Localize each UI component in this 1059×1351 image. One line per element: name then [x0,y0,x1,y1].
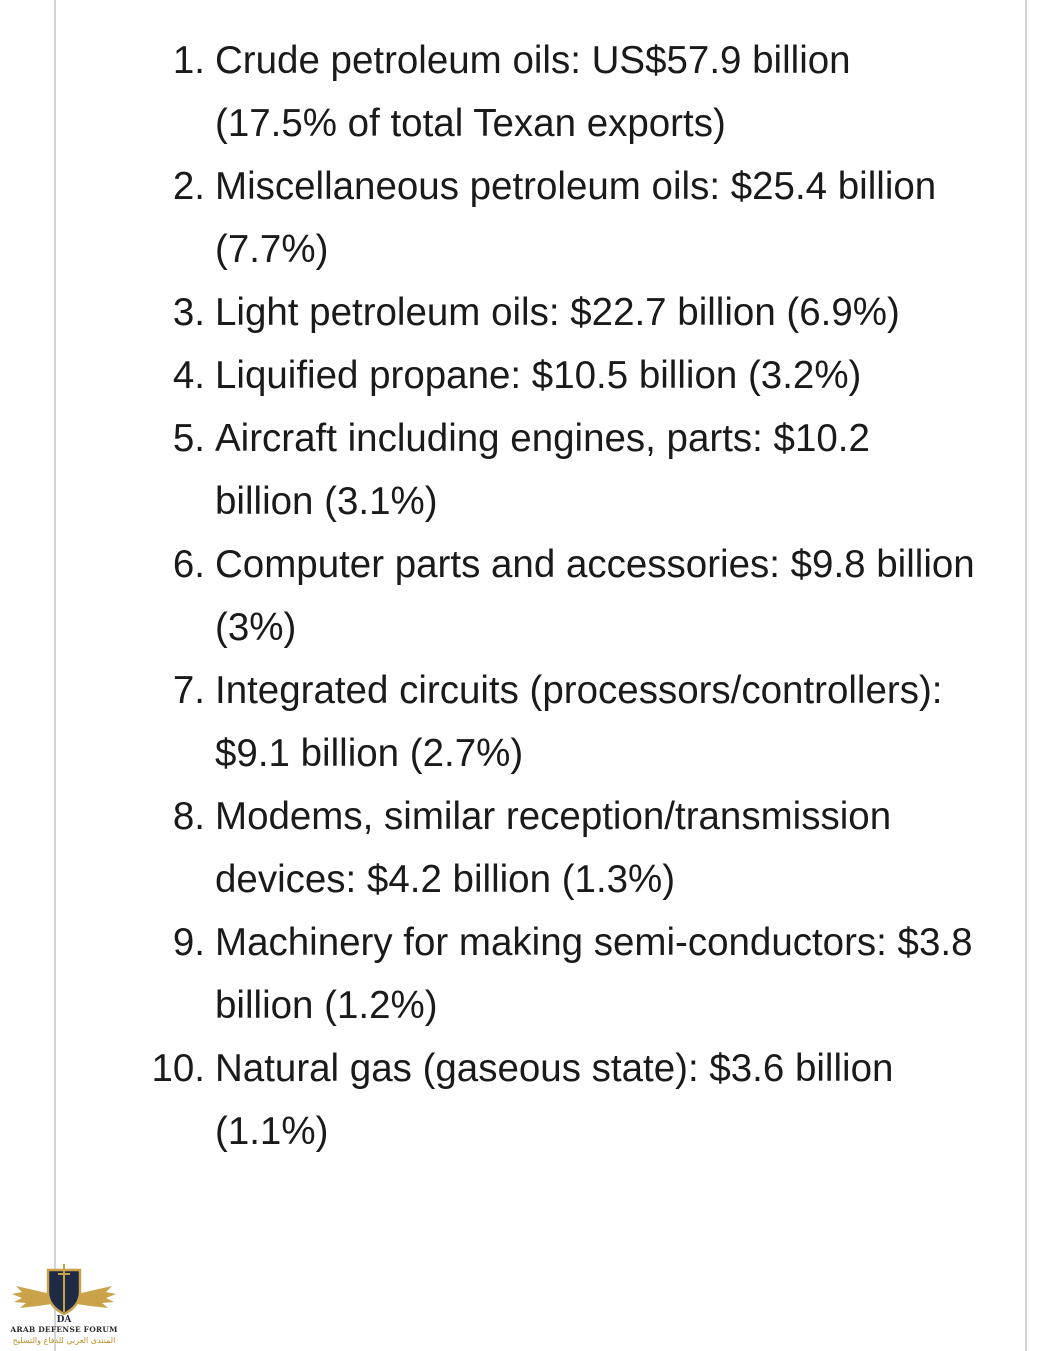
list-item-number: 7. [172,669,205,712]
list-item-text: Crude petroleum oils: US$57.9 billion (17.5% of total Texan exports) [215,39,851,145]
list-item [0,344,975,407]
list-item [0,533,975,659]
list-item-text: Miscellaneous petroleum oils: $25.4 billion (7.7%) [215,165,937,271]
logo-name-english: ARAB DEFENSE FORUM [10,1325,118,1334]
watermark-logo [8,1262,120,1348]
list-item [0,155,975,281]
winged-shield-icon [8,1262,120,1324]
top-exports-list [0,29,975,1163]
list-item-text: Integrated circuits (processors/controllers): $9.1 billion (2.7%) [215,669,943,775]
list-item-number: 9. [172,921,205,964]
list-item-text: Computer parts and accessories: $9.8 billion (3%) [215,543,975,649]
list-item-number: 3. [172,291,205,334]
list-item [0,785,975,911]
logo-monogram: DA [56,1315,72,1324]
list-item-number: 8. [172,795,205,838]
list-item [0,1037,975,1163]
list-item [0,29,975,155]
list-item-number: 6. [172,543,205,586]
list-item [0,281,975,344]
list-item [0,407,975,533]
list-item-number: 5. [172,417,205,460]
list-item-number: 4. [172,354,205,397]
list-item-text: Natural gas (gaseous state): $3.6 billion (1.1%) [215,1047,894,1153]
list-item-number: 10. [151,1047,205,1090]
list-item-text: Machinery for making semi-conductors: $3.8 billion (1.2%) [215,921,973,1027]
list-item-number: 1. [172,39,205,82]
list-item-text: Modems, similar reception/transmission devices: $4.2 billion (1.3%) [215,795,892,901]
list-item-text: Aircraft including engines, parts: $10.2 billion (3.1%) [215,417,870,523]
list-item [0,911,975,1037]
right-margin-rule [1025,0,1027,1351]
logo-name-arabic: المنتدى العربي للدفاع والتسليح [12,1336,116,1345]
list-item [0,659,975,785]
list-item-number: 2. [172,165,205,208]
list-item-text: Liquified propane: $10.5 billion (3.2%) [215,354,862,397]
list-item-text: Light petroleum oils: $22.7 billion (6.9%) [215,291,900,334]
